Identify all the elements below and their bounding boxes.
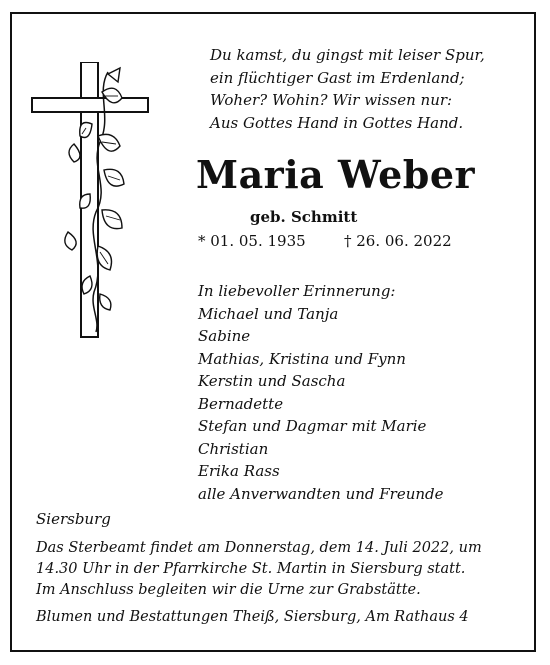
funeral-home: Blumen und Bestattungen Theiß, Siersburg, Am Rathaus 4 bbox=[36, 609, 469, 625]
mourners-list bbox=[198, 280, 444, 505]
death-date: † 26. 06. 2022 bbox=[344, 232, 452, 250]
list-item: Erika Rass bbox=[198, 462, 280, 480]
poem-line: Du kamst, du gingst mit leiser Spur, bbox=[210, 46, 485, 64]
list-item: alle Anverwandten und Freunde bbox=[198, 484, 444, 503]
mourners-intro: In liebevoller Erinnerung: bbox=[198, 282, 396, 300]
list-item: Kerstin und Sascha bbox=[198, 372, 346, 390]
service-info bbox=[36, 538, 482, 601]
poem-line: ein flüchtiger Gast im Erdenland; bbox=[210, 68, 465, 87]
list-item: Bernadette bbox=[198, 394, 284, 413]
poem-line: Aus Gottes Hand in Gottes Hand. bbox=[210, 113, 464, 132]
list-item: Sabine bbox=[198, 327, 251, 345]
info-line: Das Sterbeamt findet am Donnerstag, dem 14. Juli 2022, um bbox=[36, 540, 482, 556]
maiden-name: geb. Schmitt bbox=[250, 208, 358, 226]
info-line: Im Anschluss begleiten wir die Urne zur Grabstätte. bbox=[36, 582, 421, 598]
list-item: Michael und Tanja bbox=[198, 304, 339, 323]
deceased-name: Maria Weber bbox=[196, 152, 476, 197]
list-item: Christian bbox=[198, 439, 269, 458]
location: Siersburg bbox=[36, 510, 111, 528]
list-item: Stefan und Dagmar mit Marie bbox=[198, 417, 427, 435]
list-item: Mathias, Kristina und Fynn bbox=[198, 349, 406, 368]
info-line: 14.30 Uhr in der Pfarrkirche St. Martin in Siersburg statt. bbox=[36, 561, 466, 577]
cross-with-ivy-icon bbox=[30, 62, 160, 342]
poem bbox=[210, 44, 485, 134]
birth-date: * 01. 05. 1935 bbox=[198, 232, 306, 250]
poem-line: Woher? Wohin? Wir wissen nur: bbox=[210, 91, 453, 109]
